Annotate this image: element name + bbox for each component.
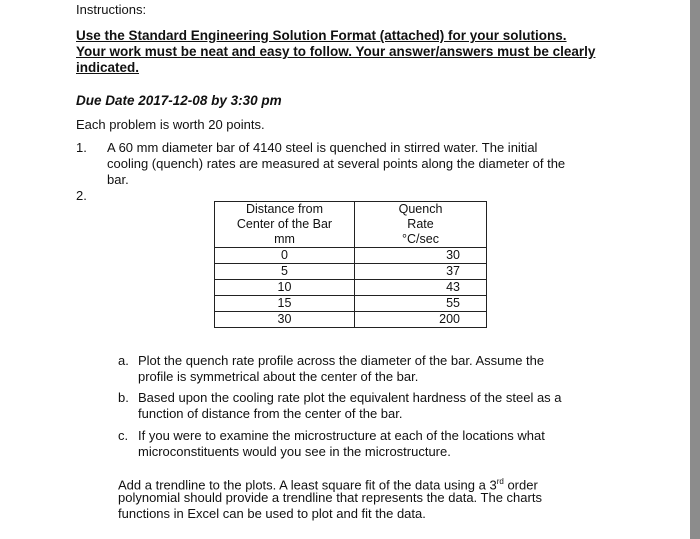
table-cell-distance: 0: [215, 248, 355, 264]
table-cell-distance: 15: [215, 296, 355, 312]
problem-1-line-1: A 60 mm diameter bar of 4140 steel is quenched in stirred water. The initial: [107, 140, 538, 155]
table-header-distance-unit: mm: [215, 232, 355, 248]
subitem-a-line-1: Plot the quench rate profile across the diameter of the bar. Assume the: [138, 353, 545, 368]
table-cell-rate: 30: [355, 248, 487, 264]
closing-line-3: functions in Excel can be used to plot and fit the data.: [118, 506, 426, 521]
instructions-heading: Instructions:: [76, 2, 147, 17]
table-cell-distance: 10: [215, 280, 355, 296]
table-header-distance-line-2: Center of the Bar: [215, 217, 355, 232]
table-cell-rate: 43: [355, 280, 487, 296]
table-header-rate-line-1: Quench: [355, 202, 487, 218]
table-row: [215, 248, 487, 264]
subitem-c-letter: c.: [118, 428, 129, 443]
subitem-a-letter: a.: [118, 353, 129, 368]
table-row: [215, 264, 487, 280]
table-row: [215, 280, 487, 296]
subitem-c-line-2: microconstituents would you see in the microstructure.: [138, 444, 451, 459]
closing-ordinal-suffix: rd: [496, 477, 504, 486]
subitem-c-line-1: If you were to examine the microstructure at each of the locations what: [138, 428, 545, 443]
closing-line-2: polynomial should provide a trendline that represents the data. The charts: [118, 490, 542, 505]
quench-rate-table: [214, 201, 487, 328]
problem-1-line-3: bar.: [107, 172, 129, 187]
closing-line-1-text: Add a trendline to the plots. A least square fit of the data using a 3: [118, 477, 497, 493]
problem-1-number: 1.: [76, 140, 87, 155]
table-cell-rate: 37: [355, 264, 487, 280]
table-cell-rate: 200: [355, 312, 487, 328]
table-header-rate-line-2: Rate: [355, 217, 487, 232]
table-cell-distance: 30: [215, 312, 355, 328]
subitem-b-line-1: Based upon the cooling rate plot the equivalent hardness of the steel as a: [138, 390, 562, 405]
table-row: [215, 296, 487, 312]
subitem-a-line-2: profile is symmetrical about the center of the bar.: [138, 369, 419, 384]
subitem-b-letter: b.: [118, 390, 129, 405]
problem-2-number: 2.: [76, 188, 87, 203]
closing-line-1-end: order: [503, 477, 538, 493]
format-note-line-2: Your work must be neat and easy to follow. Your answer/answers must be clearly: [76, 44, 596, 59]
problem-1-line-2: cooling (quench) rates are measured at several points along the diameter of the: [107, 156, 566, 171]
table-cell-rate: 55: [355, 296, 487, 312]
points-note: Each problem is worth 20 points.: [76, 117, 265, 132]
table-header-rate-unit: °C/sec: [355, 232, 487, 248]
format-note-line-1: Use the Standard Engineering Solution Format (attached) for your solutions.: [76, 28, 567, 43]
format-note-line-3: indicated.: [76, 60, 140, 75]
scrollbar[interactable]: [690, 0, 700, 539]
table-cell-distance: 5: [215, 264, 355, 280]
subitem-b-line-2: function of distance from the center of the bar.: [138, 406, 403, 421]
table-row: [215, 312, 487, 328]
table-header-distance-line-1: Distance from: [215, 202, 355, 218]
due-date: Due Date 2017-12-08 by 3:30 pm: [76, 93, 282, 108]
